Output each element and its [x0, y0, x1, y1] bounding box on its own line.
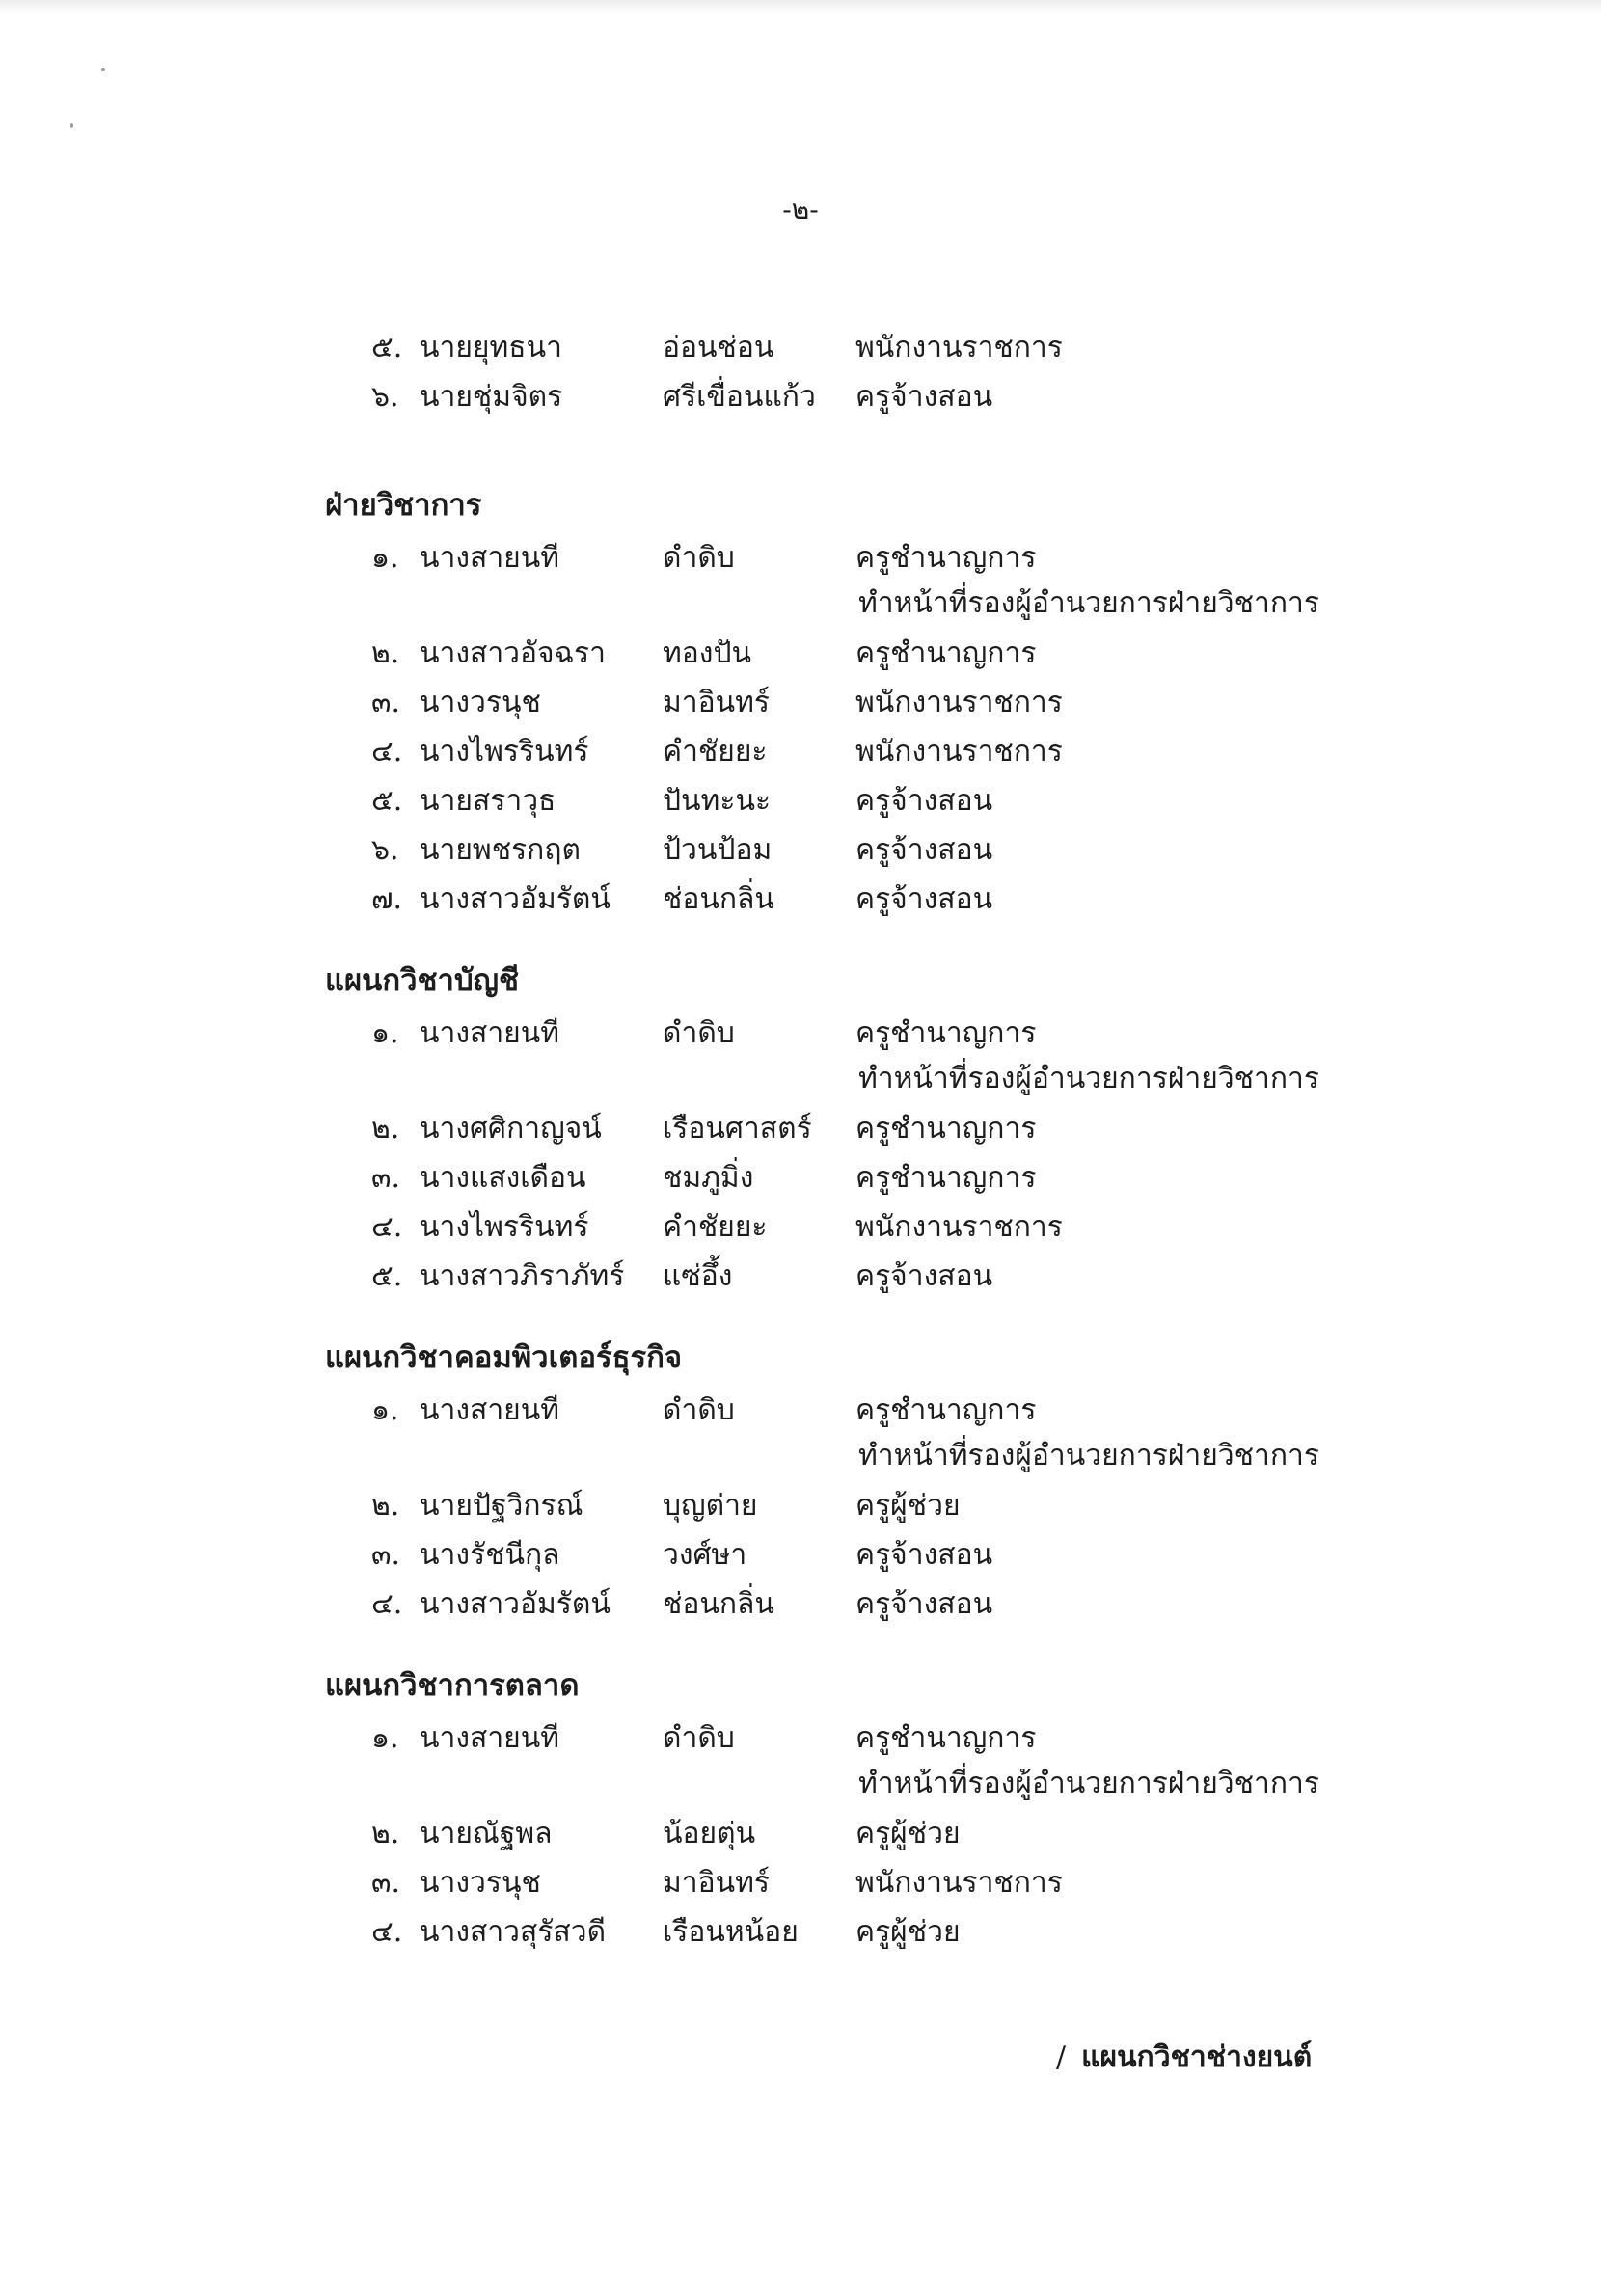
staff-row: [323, 323, 1336, 372]
row-number: ๔.: [371, 735, 403, 769]
staff-row: [323, 533, 1336, 582]
staff-row: [323, 875, 1336, 924]
section-heading: แผนกวิชาคอมพิวเตอร์ธุรกิจ: [325, 1340, 683, 1375]
staff-row: [323, 1153, 1336, 1202]
section-block: [323, 1658, 1336, 1957]
position-note-row: [323, 1763, 1336, 1809]
position-note: ทำหน้าที่รองผู้อำนวยการฝ่ายวิชาการ: [858, 586, 1319, 620]
sections-container: [323, 477, 1336, 1957]
row-number: ๖.: [371, 833, 399, 867]
position: พนักงานราชการ: [855, 1866, 1063, 1900]
position: ครูจ้างสอน: [855, 882, 993, 916]
first-name: นางแสงเดือน: [420, 1161, 586, 1195]
continuation-slash: /: [1056, 2040, 1067, 2074]
scan-speck: [101, 68, 105, 71]
row-number: ๓.: [371, 1866, 401, 1900]
section-block: [323, 1330, 1336, 1629]
staff-row: [323, 776, 1336, 825]
position: ครูผู้ช่วย: [855, 1489, 961, 1523]
first-name: นางศศิกาญจน์: [420, 1112, 602, 1146]
first-name: นางสายนที: [420, 541, 560, 575]
first-name: นางสายนที: [420, 1393, 560, 1427]
position: พนักงานราชการ: [855, 1210, 1063, 1244]
position: ครูผู้ช่วย: [855, 1915, 961, 1949]
row-number: ๒.: [371, 636, 400, 670]
last-name: ดำดิบ: [663, 1016, 735, 1050]
position: ครูชำนาญการ: [855, 1393, 1037, 1427]
first-name: นางสาวอัมรัตน์: [420, 1587, 611, 1621]
first-name: นางสาวอัมรัตน์: [420, 882, 611, 916]
last-name: อ่อนช่อน: [663, 331, 774, 365]
row-number: ๒.: [371, 1489, 400, 1523]
position: ครูจ้างสอน: [855, 1538, 993, 1572]
section-block: [323, 477, 1336, 924]
section-heading: แผนกวิชาการตลาด: [325, 1668, 580, 1703]
row-number: ๔.: [371, 1915, 403, 1949]
row-number: ๓.: [371, 686, 401, 719]
position: ครูผู้ช่วย: [855, 1817, 961, 1850]
first-name: นางสาวภิราภัทร์: [420, 1259, 625, 1293]
staff-row: [323, 1580, 1336, 1629]
continued-list: [323, 323, 1336, 421]
last-name: คำชัยยะ: [663, 735, 768, 769]
last-name: คำชัยยะ: [663, 1210, 768, 1244]
first-name: นางสาวอัจฉรา: [420, 636, 606, 670]
position-note: ทำหน้าที่รองผู้อำนวยการฝ่ายวิชาการ: [858, 1062, 1319, 1095]
position: ครูจ้างสอน: [855, 833, 993, 867]
position: ครูชำนาญการ: [855, 1161, 1037, 1195]
row-number: ๕.: [371, 331, 403, 365]
last-name: ช่อนกลิ่น: [663, 1587, 774, 1621]
position-note: ทำหน้าที่รองผู้อำนวยการฝ่ายวิชาการ: [858, 1439, 1319, 1472]
position: ครูชำนาญการ: [855, 541, 1037, 575]
position-note-row: [323, 582, 1336, 629]
first-name: นางสาวสุรัสวดี: [420, 1915, 607, 1949]
last-name: ชมภูมิ่ง: [663, 1161, 754, 1195]
row-number: ๕.: [371, 784, 403, 818]
position-note: ทำหน้าที่รองผู้อำนวยการฝ่ายวิชาการ: [858, 1767, 1319, 1800]
first-name: นายสราวุธ: [420, 784, 556, 818]
last-name: ช่อนกลิ่น: [663, 882, 774, 916]
row-number: ๔.: [371, 1587, 403, 1621]
first-name: นางรัชนีกุล: [420, 1538, 560, 1572]
position: พนักงานราชการ: [855, 331, 1063, 365]
last-name: ศรีเขื่อนแก้ว: [663, 380, 816, 414]
last-name: มาอินทร์: [663, 1866, 771, 1900]
last-name: มาอินทร์: [663, 686, 771, 719]
last-name: ดำดิบ: [663, 1721, 735, 1755]
staff-row: [323, 1907, 1336, 1957]
position-note-row: [323, 1058, 1336, 1104]
staff-row: [323, 678, 1336, 727]
row-number: ๗.: [371, 882, 403, 916]
first-name: นางสายนที: [420, 1016, 560, 1050]
position: ครูชำนาญการ: [855, 636, 1037, 670]
staff-row: [323, 629, 1336, 678]
first-name: นายพชรกฤต: [420, 833, 581, 867]
position: ครูจ้างสอน: [855, 1587, 993, 1621]
row-number: ๑.: [371, 1016, 399, 1050]
last-name: น้อยตุ่น: [663, 1817, 756, 1850]
first-name: นางสายนที: [420, 1721, 560, 1755]
page-number: -๒-: [782, 194, 819, 226]
section-heading: แผนกวิชาบัญชี: [325, 963, 520, 998]
staff-list: [323, 323, 1336, 1957]
position: ครูชำนาญการ: [855, 1721, 1037, 1755]
position: ครูจ้างสอน: [855, 1259, 993, 1293]
staff-row: [323, 372, 1336, 421]
first-name: นางวรนุช: [420, 1866, 541, 1900]
last-name: ปันทะนะ: [663, 784, 772, 818]
position: ครูจ้างสอน: [855, 784, 993, 818]
staff-row: [323, 1104, 1336, 1153]
first-name: นายณัฐพล: [420, 1817, 553, 1850]
next-section-label: แผนกวิชาช่างยนต์: [1081, 2040, 1313, 2074]
row-number: ๒.: [371, 1817, 400, 1850]
last-name: ป้วนป้อม: [663, 833, 773, 867]
first-name: นายยุทธนา: [420, 331, 562, 365]
last-name: แซ่อึ้ง: [663, 1259, 733, 1293]
staff-row: [323, 1481, 1336, 1530]
last-name: บุญต่าย: [663, 1489, 758, 1523]
staff-row: [323, 1809, 1336, 1858]
staff-row: [323, 727, 1336, 776]
row-number: ๔.: [371, 1210, 403, 1244]
first-name: นายปัฐวิกรณ์: [420, 1489, 583, 1523]
position: พนักงานราชการ: [855, 735, 1063, 769]
position: พนักงานราชการ: [855, 686, 1063, 719]
scan-edge-shadow: [0, 0, 1601, 14]
row-number: ๑.: [371, 1393, 399, 1427]
last-name: ทองปัน: [663, 636, 751, 670]
next-page-footer: [1056, 2035, 1312, 2080]
staff-row: [323, 1252, 1336, 1301]
staff-row: [323, 1386, 1336, 1435]
last-name: เรือนหน้อย: [663, 1915, 799, 1949]
last-name: วงศ์ษา: [663, 1538, 747, 1572]
first-name: นายชุ่มจิตร: [420, 380, 563, 414]
row-number: ๖.: [371, 380, 399, 414]
staff-row: [323, 1202, 1336, 1252]
first-name: นางไพรรินทร์: [420, 1210, 589, 1244]
staff-row: [323, 1009, 1336, 1058]
position: ครูจ้างสอน: [855, 380, 993, 414]
last-name: ดำดิบ: [663, 1393, 735, 1427]
staff-row: [323, 825, 1336, 875]
last-name: เรือนศาสตร์: [663, 1112, 812, 1146]
position-note-row: [323, 1435, 1336, 1481]
position: ครูชำนาญการ: [855, 1016, 1037, 1050]
first-name: นางวรนุช: [420, 686, 541, 719]
row-number: ๒.: [371, 1112, 400, 1146]
row-number: ๑.: [371, 1721, 399, 1755]
scan-speck: [70, 123, 73, 128]
section-block: [323, 953, 1336, 1301]
staff-row: [323, 1858, 1336, 1907]
first-name: นางไพรรินทร์: [420, 735, 589, 769]
row-number: ๑.: [371, 541, 399, 575]
position: ครูชำนาญการ: [855, 1112, 1037, 1146]
row-number: ๓.: [371, 1538, 401, 1572]
row-number: ๕.: [371, 1259, 403, 1293]
staff-row: [323, 1714, 1336, 1763]
section-heading: ฝ่ายวิชาการ: [325, 488, 482, 523]
row-number: ๓.: [371, 1161, 401, 1195]
staff-row: [323, 1530, 1336, 1580]
last-name: ดำดิบ: [663, 541, 735, 575]
